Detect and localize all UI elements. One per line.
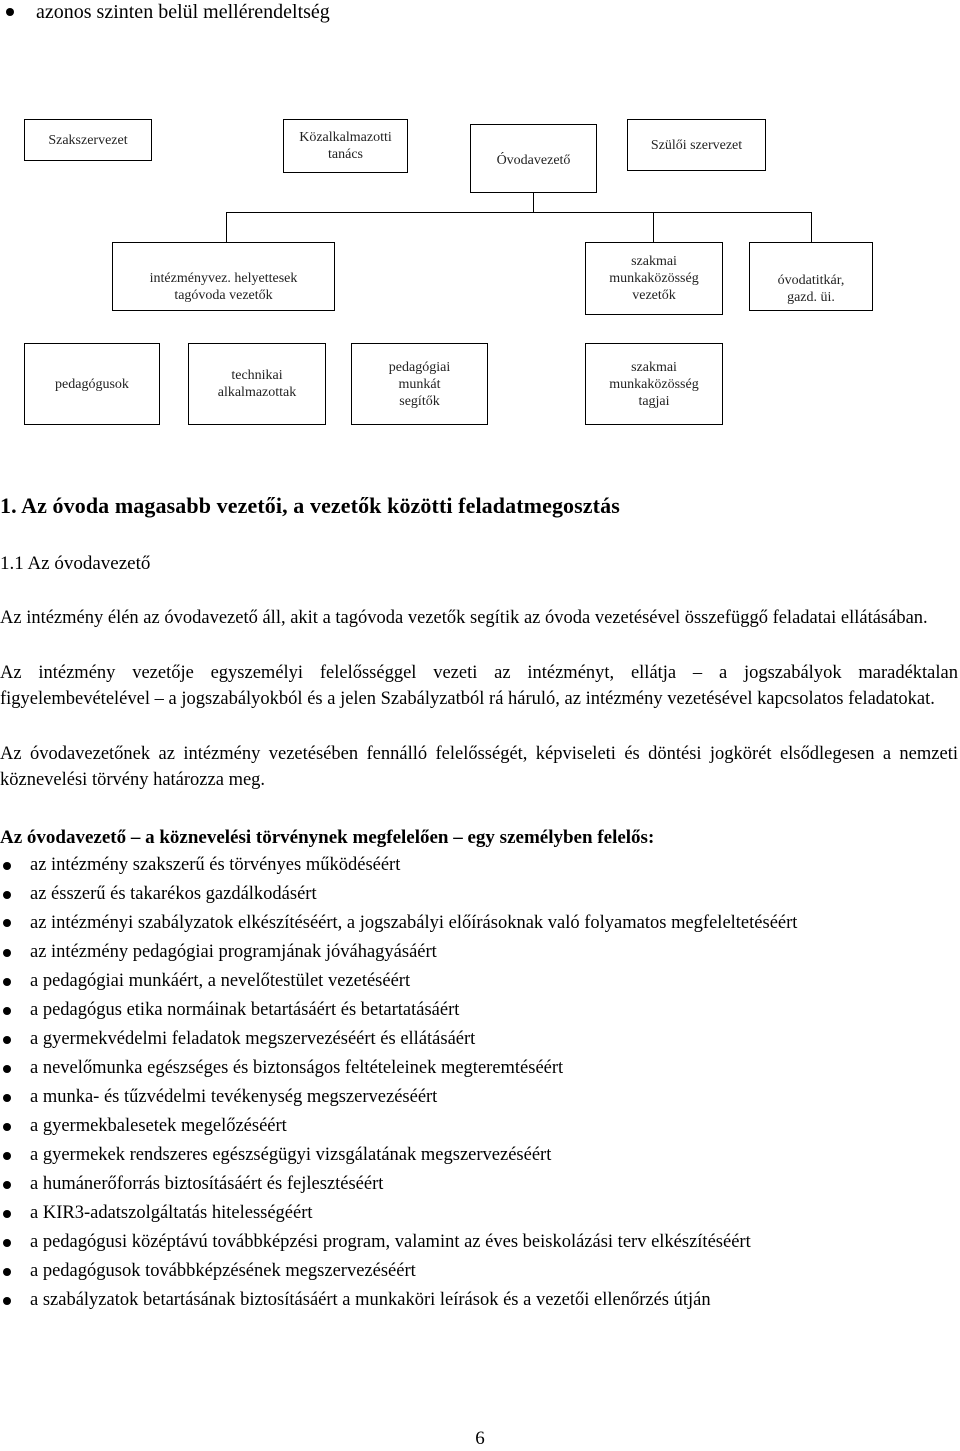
list-item: a pedagógusi középtávú továbbképzési program, valamint az éves beiskolázási terv elkészítéséért (0, 1228, 958, 1257)
bullet-icon (3, 1152, 11, 1160)
bullet-icon (3, 1007, 11, 1015)
org-box-trade-union: Szakszervezet (24, 119, 152, 161)
list-item: az ésszerű és takarékos gazdálkodásért (0, 880, 958, 909)
bullet-icon (3, 1065, 11, 1073)
bullet-icon (3, 1239, 11, 1247)
bullet-icon (3, 1210, 11, 1218)
bullet-icon (3, 1094, 11, 1102)
hierarchy-note (6, 0, 330, 24)
org-box-public-employee-council: Közalkalmazotti tanács (283, 119, 408, 173)
bullet-icon (3, 1123, 11, 1131)
list-item: a munka- és tűzvédelmi tevékenység megszervezéséért (0, 1083, 958, 1112)
bullet-icon (3, 862, 11, 870)
list-item: a pedagógus etika normáinak betartásáért és betartatásáért (0, 996, 958, 1025)
org-connector (811, 212, 812, 242)
responsibility-heading: Az óvodavezető – a köznevelési törvénynek megfelelően – egy személyben felelős: (0, 827, 655, 848)
org-box-deputy-heads: intézményvez. helyettesek tagóvoda vezetők (112, 242, 335, 311)
org-box-kindergarten-head: Óvodavezető (470, 124, 597, 193)
bullet-icon (3, 1181, 11, 1189)
org-box-secretary: óvodatitkár, gazd. üi. (749, 242, 873, 311)
org-connector (533, 193, 534, 213)
bullet-icon (3, 1297, 11, 1305)
org-box-professional-team-leaders: szakmai munkaközösség vezetők (585, 242, 723, 315)
page-number: 6 (475, 1428, 485, 1449)
list-item: a szabályzatok betartásának biztosításáért a munkaköri leírások és a vezetői ellenőrzés útján (0, 1286, 958, 1315)
paragraph: Az óvodavezetőnek az intézmény vezetésében fennálló felelősségét, képviseleti és döntési jogkörét elsődlegesen a nemzeti köznevelési törvény határozza meg. (0, 744, 958, 790)
org-connector (226, 212, 812, 213)
list-item: a gyermekek rendszeres egészségügyi vizsgálatának megszervezéséért (0, 1141, 958, 1170)
paragraph: Az intézmény élén az óvodavezető áll, akit a tagóvoda vezetők segítik az óvoda vezetésével összefüggő feladatai ellátásában. (0, 608, 928, 628)
subsection-title: 1.1 Az óvodavezető (0, 553, 151, 574)
list-item: az intézmény pedagógiai programjának jóváhagyásáért (0, 938, 958, 967)
org-box-teachers: pedagógusok (24, 343, 160, 425)
list-item: a nevelőmunka egészséges és biztonságos feltételeinek megteremtéséért (0, 1054, 958, 1083)
bullet-icon (3, 1036, 11, 1044)
bullet-icon (3, 919, 11, 927)
list-item: a gyermekvédelmi feladatok megszervezéséért és ellátásáért (0, 1025, 958, 1054)
bullet-icon (3, 978, 11, 986)
list-item: az intézményi szabályzatok elkészítéséért, a jogszabályi előírásoknak való folyamatos megfeleltetéséért (0, 909, 958, 938)
section-title: 1. Az óvoda magasabb vezetői, a vezetők közötti feladatmegosztás (0, 493, 620, 518)
list-item: a KIR3-adatszolgáltatás hitelességéért (0, 1199, 958, 1228)
org-connector (653, 212, 654, 242)
org-connector (226, 212, 227, 242)
org-box-technical-staff: technikai alkalmazottak (188, 343, 326, 425)
list-item: a pedagógusok továbbképzésének megszervezéséért (0, 1257, 958, 1286)
paragraph: Az intézmény vezetője egyszemélyi felelősséggel vezeti az intézményt, ellátja – a jogszabályok maradéktalan figyelembevételével – a jogszabályokból és a jelen Szabályzatból rá háruló, az intézmény vezetésével kapcsolatos feladatokat. (0, 663, 958, 709)
bullet-icon (3, 949, 11, 957)
list-item: a pedagógiai munkáért, a nevelőtestület vezetéséért (0, 967, 958, 996)
bullet-icon (3, 1268, 11, 1276)
list-item: a humánerőforrás biztosításáért és fejlesztéséért (0, 1170, 958, 1199)
responsibility-list (0, 851, 958, 1315)
list-item: az intézmény szakszerű és törvényes működéséért (0, 851, 958, 880)
org-box-pedagogical-assistants: pedagógiai munkát segítők (351, 343, 488, 425)
list-item: a gyermekbalesetek megelőzéséért (0, 1112, 958, 1141)
bullet-icon (6, 8, 14, 16)
org-box-professional-team-members: szakmai munkaközösség tagjai (585, 343, 723, 425)
hierarchy-note-text: azonos szinten belül mellérendeltség (36, 1, 330, 23)
org-box-parents-organization: Szülői szervezet (627, 119, 766, 171)
bullet-icon (3, 891, 11, 899)
